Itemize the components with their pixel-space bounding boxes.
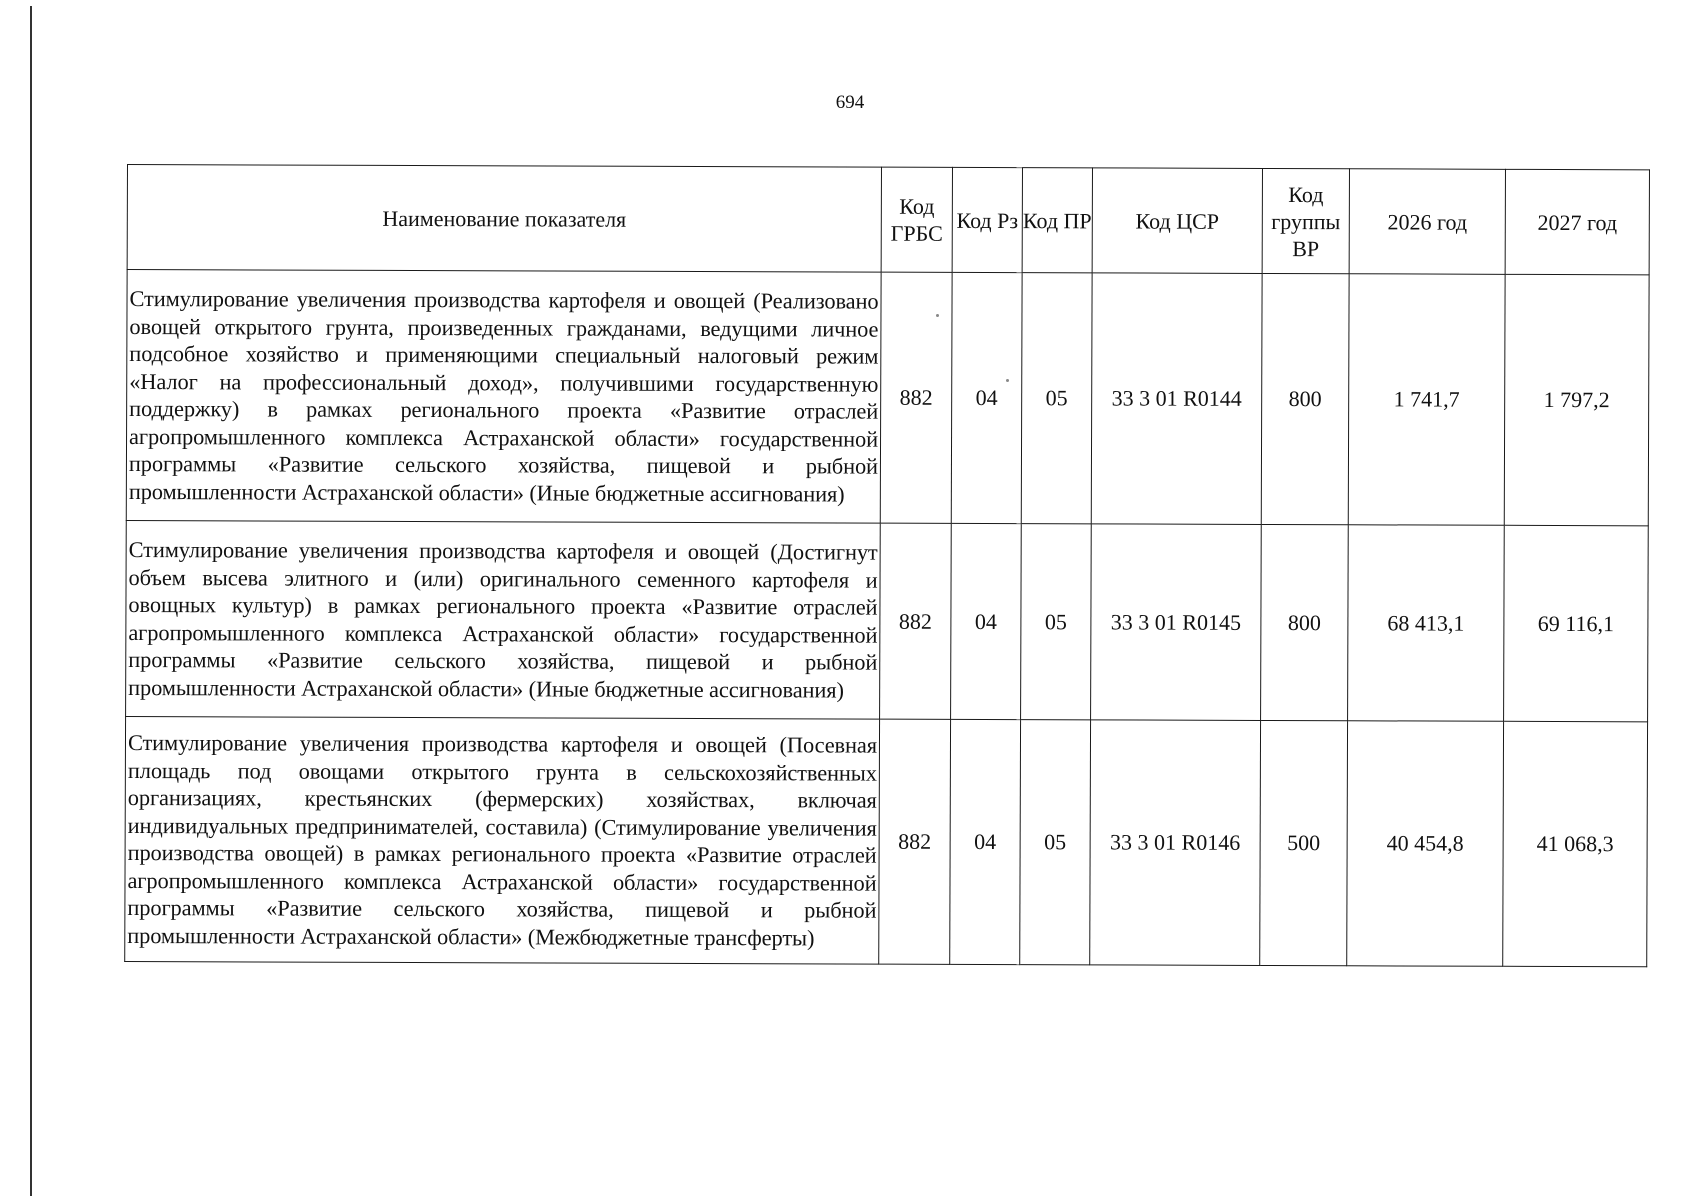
row-name: Стимулирование увеличения производства картофеля и овощей (Посевная площадь под овощами открытого грунта в сельскохозяйственных организациях, крестьянских (фермерских) хозяйствах, включая индивидуальных предпринимателей, составила) (Стимулирование увеличения производства овощей) в рамках регионального проекта «Развитие отраслей агропромышленного комплекса Астраханской области» государственной программы «Развитие сельского хозяйства, пищевой и рыбной промышленности Астраханской области» (Межбюджетные трансферты) (125, 716, 880, 964)
row-vr: 800 (1261, 273, 1349, 524)
row-csr: 33 3 01 R0144 (1091, 273, 1262, 525)
header-csr: Код ЦСР (1092, 168, 1262, 274)
header-vr: Код группы ВР (1262, 168, 1349, 273)
row-2026: 68 413,1 (1348, 525, 1505, 722)
row-name: Стимулирование увеличения производства картофеля и овощей (Достигнут объем высева элитного и (или) оригинального семенного картофеля и овощных культур) в рамках регионального проекта «Развитие отраслей агропромышленного комплекса Астраханской области» государственной программы «Развитие сельского хозяйства, пищевой и рыбной промышленности Астраханской области» (Иные бюджетные ассигнования) (126, 520, 881, 719)
row-csr: 33 3 01 R0146 (1090, 720, 1261, 966)
row-grbs: 882 (879, 719, 951, 964)
table-row (126, 270, 1649, 526)
header-2027: 2027 год (1505, 169, 1649, 275)
header-name: Наименование показателя (127, 165, 881, 273)
table-row (125, 716, 1648, 966)
row-vr: 800 (1261, 524, 1349, 720)
budget-table (124, 164, 1650, 967)
row-pr: 05 (1020, 720, 1091, 965)
binding-margin-line (30, 6, 32, 1196)
row-rz: 04 (951, 272, 1022, 523)
scan-speck (936, 314, 939, 317)
row-2026: 1 741,7 (1348, 274, 1505, 526)
row-rz: 04 (950, 719, 1021, 964)
header-grbs: Код ГРБС (881, 167, 952, 272)
table-row (126, 520, 1649, 721)
row-2026: 40 454,8 (1347, 721, 1504, 967)
row-grbs: 882 (880, 272, 952, 523)
row-csr: 33 3 01 R0145 (1091, 524, 1262, 721)
header-pr: Код ПР (1022, 168, 1092, 273)
scan-speck (1006, 379, 1009, 382)
row-pr: 05 (1021, 524, 1092, 720)
row-2027: 41 068,3 (1503, 721, 1648, 967)
row-vr: 500 (1260, 720, 1348, 965)
table-header-row (127, 165, 1649, 275)
row-name: Стимулирование увеличения производства картофеля и овощей (Реализовано овощей открытого грунта, произведенных гражданами, ведущими личное подсобное хозяйство и применяющими специальный налоговый режим «Налог на профессиональный доход», получившими государственную поддержку) в рамках регионального проекта «Развитие отраслей агропромышленного комплекса Астраханской области» государственной программы «Развитие сельского хозяйства, пищевой и рыбной промышленности Астраханской области» (Иные бюджетные ассигнования) (126, 270, 881, 524)
header-rz: Код Рз (952, 167, 1022, 272)
row-grbs: 882 (880, 523, 952, 719)
row-2027: 69 116,1 (1504, 525, 1649, 722)
page-number: 694 (835, 92, 865, 113)
row-rz: 04 (951, 523, 1022, 719)
row-pr: 05 (1021, 273, 1092, 524)
row-2027: 1 797,2 (1504, 274, 1649, 526)
header-2026: 2026 год (1349, 169, 1505, 275)
